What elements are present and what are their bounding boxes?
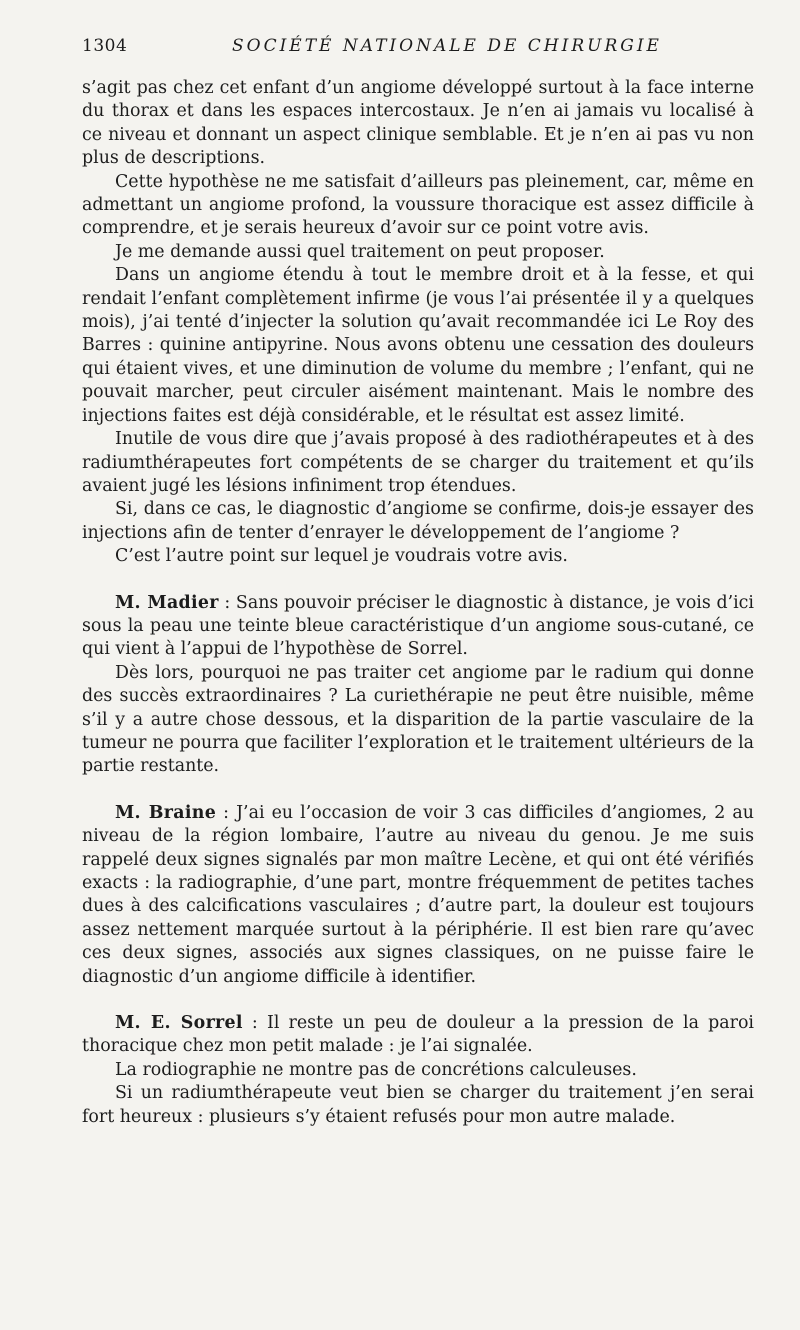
speaker-name: M. E. Sorrel (115, 1013, 243, 1034)
speech-madier: M. Madier : Sans pouvoir préciser le diagnostic à distance, je vois d’ici sous la peau une teinte bleue caractéristique d’un angiome sous-cutané, ce qui vient à l’appui de l’hypothèse de Sorrel. (82, 592, 754, 660)
paragraph: La rodiographie ne montre pas de concrétions calculeuses. (115, 1059, 637, 1080)
page-number: 1304 (82, 36, 128, 56)
paragraph: Si, dans ce cas, le diagnostic d’angiome se confirme, dois-je essayer des injections afin de tenter d’enrayer le développement de l’angiome ? (82, 499, 754, 543)
paragraph: s’agit pas chez cet enfant d’un angiome développé surtout à la face interne du thorax et dans les espaces intercostaux. Je n’en ai jamais vu localisé à ce niveau et donnant un aspect clinique semblable. Et je n’en ai pas vu non plus de descriptions. (82, 78, 754, 169)
speech-braine: M. Braine : J’ai eu l’occasion de voir 3 cas difficiles d’angiomes, 2 au niveau de la région lombaire, l’autre au niveau du genou. Je me suis rappelé deux signes signalés par mon maître Lecène, et qui ont été vérifiés exacts : la radiographie, d’une part, montre fréquemment de petites taches dues à des calcifications vasculaires ; d’autre part, la douleur est toujours assez nettement marquée surtout à la périphérie. Il est bien rare qu’avec ces deux signes, associés aux signes classiques, on ne puisse faire le diagnostic d’un angiome difficile à identifier. (82, 802, 754, 987)
paragraph: Cette hypothèse ne me satisfait d’ailleurs pas pleinement, car, même en admettant un angiome profond, la voussure thoracique est assez difficile à comprendre, et je serais heureux d’avoir sur ce point votre avis. (82, 171, 754, 239)
speaker-name: M. Madier (115, 592, 219, 613)
page-header (82, 36, 752, 60)
paragraph: Dans un angiome étendu à tout le membre droit et à la fesse, et qui rendait l’enfant complètement infirme (je vous l’ai présentée il y a quelques mois), j’ai tenté d’injecter la solution qu’avait recommandée ici Le Roy des Barres : quinine antipyrine. Nous avons obtenu une cessation des douleurs qui étaient vives, et une diminution de volume du membre ; l’enfant, qui ne pouvait marcher, peut circuler aisément maintenant. Mais le nombre des injections faites est déjà considérable, et le résultat est assez limité. (82, 265, 754, 426)
paragraph: Dès lors, pourquoi ne pas traiter cet angiome par le radium qui donne des succès extraordinaires ? La curiethérapie ne peut être nuisible, même s’il y a autre chose dessous, et la disparition de la partie vasculaire de la tumeur ne pourra que faciliter l’exploration et le traitement ultérieurs de la partie restante. (82, 662, 754, 777)
paragraph: Je me demande aussi quel traitement on peut proposer. (115, 241, 605, 262)
paragraph: Si un radiumthérapeute veut bien se charger du traitement j’en serai fort heureux : plusieurs s’y étaient refusés pour mon autre malade. (82, 1083, 754, 1127)
paragraph: Inutile de vous dire que j’avais proposé à des radiothérapeutes et à des radiumthérapeutes fort compétents de se charger du traitement et qu’ils avaient jugé les lésions infiniment trop étendues. (82, 429, 754, 496)
speaker-name: M. Braine (115, 802, 217, 823)
speech-sorrel: M. E. Sorrel : Il reste un peu de douleur a la pression de la paroi thoracique chez mon petit malade : je l’ai signalée. (82, 1013, 754, 1057)
paragraph: C’est l’autre point sur lequel je voudrais votre avis. (115, 546, 568, 567)
running-title: SOCIÉTÉ NATIONALE DE CHIRURGIE (232, 36, 662, 56)
body-text (82, 77, 754, 1129)
